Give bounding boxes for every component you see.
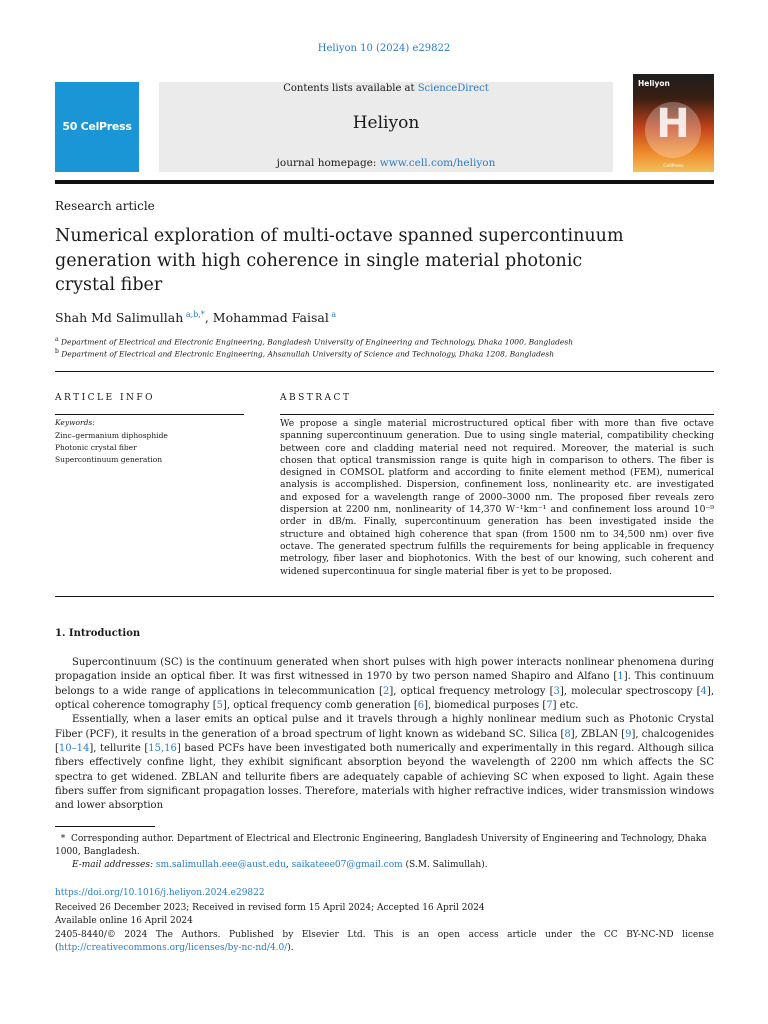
doi-link[interactable]: https://doi.org/10.1016/j.heliyon.2024.e29822	[55, 888, 265, 898]
article-info-heading: ARTICLE INFO	[55, 393, 156, 403]
text-run: ], optical coherence tomography [	[55, 685, 715, 712]
citation-link[interactable]: 5	[216, 700, 224, 712]
text-run: ], ZBLAN [	[570, 728, 626, 740]
cover-letter: H	[656, 101, 690, 147]
author-affiliation-marker[interactable]: a	[331, 310, 337, 319]
corresponding-author-note	[55, 833, 714, 859]
license-link[interactable]: http://creativecommons.org/licenses/by-nc-nd/4.0/	[58, 943, 288, 953]
citation-link[interactable]: 4	[700, 685, 707, 697]
footnote-divider	[55, 826, 155, 827]
keywords-label: Keywords:	[55, 418, 95, 427]
introduction-heading: 1. Introduction	[55, 628, 141, 639]
keyword-item: Photonic crystal fiber	[55, 443, 137, 452]
abstract-text: We propose a single material microstructured optical fiber with more than five octave spanning supercontinuum generation. Due to using single material, compatibility checking between core and cladding material need not required. Moreover, the material is such chosen that optical transmission range is quite high in comparison to others. The fiber is designed in COMSOL platform and according to finite element method (FEM), numerical analysis is accomplished. Dispersion, confinement loss, nonlinearity etc. are investigated and exposed for a wavelength range of 2000–3000 nm. The proposed fiber reveals zero dispersion at 2200 nm, nonlinearity of 14,370 W⁻¹km⁻¹ and confinement loss around 10⁻⁹ order in dB/m. Finally, supercontinuum generation has been investigated inside the structure and obtained high coherence that span (from 1500 nm to 34,500 nm) over five octave. The generated spectrum fulfills the requirements for being applicable in frequency metrology, fiber laser and biophotonics. With the best of our knowing, such coherent and widened supercontinuua for single material fiber is yet to be proposed.	[280, 418, 714, 577]
homepage-line	[159, 157, 613, 169]
text-run: ], optical frequency metrology [	[389, 685, 554, 697]
email-label: E-mail addresses:	[72, 860, 154, 870]
email-owner: (S.M. Salimullah).	[402, 860, 488, 870]
contents-prefix: Contents lists available at	[283, 83, 418, 94]
author-name[interactable]: Mohammad Faisal	[212, 310, 329, 326]
article-info-divider	[55, 414, 244, 415]
sciencedirect-link[interactable]: ScienceDirect	[417, 83, 489, 94]
citation-link[interactable]: 7	[546, 700, 553, 712]
affiliation-marker: a	[55, 336, 59, 343]
available-online: Available online 16 April 2024	[55, 916, 193, 926]
journal-cover-image	[633, 74, 714, 172]
journal-title: Heliyon	[352, 113, 420, 133]
introduction-body	[55, 656, 714, 814]
section-divider	[55, 596, 714, 597]
license-end: ).	[287, 943, 294, 953]
citation-link[interactable]: 10–14	[58, 743, 90, 755]
email-separator: ,	[285, 860, 292, 870]
received-dates: Received 26 December 2023; Received in revised form 15 April 2024; Accepted 16 April 2024	[55, 903, 485, 913]
author-list	[55, 310, 336, 325]
citation-link[interactable]: 6	[417, 700, 425, 712]
corresponding-text: Corresponding author. Department of Electrical and Electronic Engineering, Bangladesh University of Engineering and Technology, Dhaka 1000, Bangladesh.	[55, 834, 707, 857]
affiliation-b	[55, 348, 554, 359]
journal-reference[interactable]: Heliyon 10 (2024) e29822	[317, 43, 451, 54]
article-type: Research article	[55, 199, 155, 213]
text-run: ] based PCFs have been investigated both numerically and experimentally in this regard. Although silica fibers effectively confine light, they exhibit significant absorption beyond the wavelength of 2200 nm which affects the SC spectra to get widened. ZBLAN and tellurite fibers are adequately capable of achieving SC when exposed to light. Again these fibers suffer from significant propagation losses. Therefore, materials with higher refractive indices, wider transmission windows and lower absorption	[55, 743, 715, 812]
citation-link[interactable]: 15,16	[148, 743, 177, 755]
text-run: ], chalcogenides [	[55, 728, 714, 755]
text-run: ], biomedical purposes [	[424, 700, 547, 712]
email-link[interactable]: sm.salimullah.eee@aust.edu	[155, 860, 286, 870]
abstract-heading: ABSTRACT	[280, 393, 352, 403]
cover-title: Heliyon	[638, 79, 670, 88]
email-addresses	[72, 860, 488, 870]
author-separator: ,	[204, 310, 213, 326]
abstract-divider	[280, 414, 714, 415]
citation-link[interactable]: 1	[617, 671, 624, 683]
affiliation-text: Department of Electrical and Electronic Engineering, Bangladesh University of Engineering and Technology, Dhaka 1000, Bangladesh	[60, 337, 574, 347]
article-title: Numerical exploration of multi-octave spanned supercontinuum generation with high coherence in single material photonic crystal fiber	[55, 226, 624, 295]
cellpress-logo-text: 50 CelPress	[62, 120, 132, 133]
affiliation-marker: b	[55, 348, 59, 355]
author-affiliation-marker[interactable]: a,b,*	[185, 310, 205, 319]
license-statement	[55, 929, 714, 955]
contents-line	[159, 83, 613, 94]
homepage-prefix: journal homepage:	[276, 157, 380, 169]
text-run: ], molecular spectroscopy [	[559, 685, 701, 697]
affiliation-a	[55, 336, 573, 347]
cover-footer: CellPress	[663, 164, 684, 169]
footnote-marker: *	[60, 834, 66, 844]
license-text: 2405-8440/© 2024 The Authors. Published by Elsevier Ltd. This is an open access article under the CC BY-NC-ND license (	[55, 930, 714, 953]
section-divider	[55, 371, 714, 372]
text-run: ]. This continuum belongs to a wide range of applications in telecommunication [	[55, 671, 714, 697]
text-run: ], tellurite [	[89, 743, 149, 755]
keyword-item: Supercontinuum generation	[55, 455, 163, 464]
email-link[interactable]: saikateee07@gmail.com	[291, 860, 403, 870]
header-divider	[55, 180, 714, 184]
text-run: Supercontinuum (SC) is the continuum generated when short pulses with high power interacts nonlinear phenomena during propagation inside an optical fiber. It was first witnessed in 1970 by two person named Shapiro and Alfano [	[55, 657, 714, 683]
citation-link[interactable]: 3	[553, 685, 560, 697]
homepage-link[interactable]: www.cell.com/heliyon	[379, 157, 496, 169]
text-run: ], optical frequency comb generation [	[223, 700, 418, 712]
paragraph	[55, 713, 714, 813]
cellpress-logo	[55, 82, 139, 172]
citation-link[interactable]: 9	[625, 728, 632, 740]
keyword-item: Zinc–germanium diphosphide	[55, 431, 168, 440]
citation-link[interactable]: 2	[382, 685, 390, 697]
paragraph	[55, 656, 714, 713]
text-run: Essentially, when a laser emits an optical pulse and it travels through a highly nonlinear medium such as Photonic Crystal Fiber (PCF), it results in the generation of a broad spectrum of light known as wideband SC. Silica [	[55, 714, 714, 740]
text-run: ] etc.	[552, 700, 579, 712]
affiliation-text: Department of Electrical and Electronic Engineering, Ahsanullah University of Science and Technology, Dhaka 1208, Bangladesh	[61, 349, 555, 359]
citation-link[interactable]: 8	[564, 728, 571, 740]
author-name[interactable]: Shah Md Salimullah	[55, 310, 184, 326]
